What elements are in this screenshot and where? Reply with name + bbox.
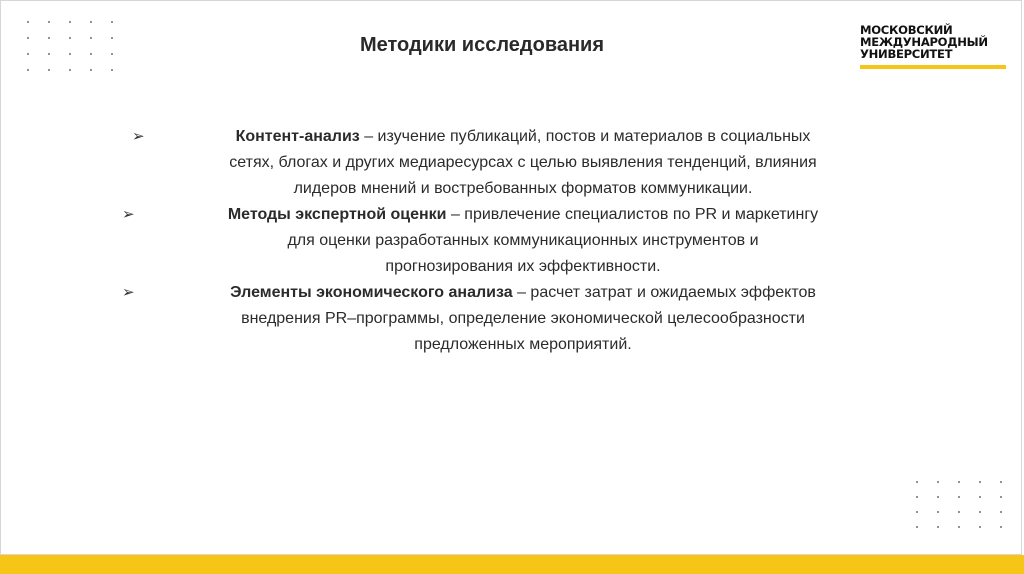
methods-list [122, 124, 918, 358]
item-line: лидеров мнений и востребованных форматов коммуникации. [293, 180, 753, 197]
item-line [128, 280, 918, 306]
item-line: сетях, блогах и других медиаресурсах с целью выявления тенденций, влияния [229, 154, 817, 171]
logo-underline-bar [860, 65, 1006, 69]
arrow-bullet-icon: ➢ [132, 128, 145, 145]
item-text: – расчет затрат и ожидаемых эффектов [512, 284, 816, 301]
list-item-content-analysis [128, 124, 918, 202]
item-term: Элементы экономического анализа [230, 284, 513, 301]
university-logo [860, 24, 1006, 69]
item-line: предложенных мероприятий. [414, 336, 632, 353]
item-text: – изучение публикаций, постов и материалов в социальных [359, 128, 811, 145]
item-line [128, 124, 918, 150]
item-line: прогнозирования их эффективности. [385, 258, 661, 275]
logo-text-line1: МОСКОВСКИЙ [860, 23, 953, 37]
item-line [128, 202, 918, 228]
list-item-expert-assessment [122, 202, 918, 280]
decorative-dot-grid-top-left [27, 21, 113, 71]
bottom-accent-bar [0, 555, 1024, 574]
item-line: для оценки разработанных коммуникационных инструментов и [287, 232, 759, 249]
item-term: Методы экспертной оценки [227, 206, 447, 223]
item-term: Контент-анализ [235, 128, 360, 145]
list-item-economic-analysis [122, 280, 918, 358]
arrow-bullet-icon: ➢ [122, 284, 135, 301]
arrow-bullet-icon: ➢ [122, 206, 135, 223]
decorative-dot-grid-bottom-right [916, 481, 1002, 528]
item-line: внедрения PR–программы, определение экономической целесообразности [241, 310, 805, 327]
logo-text-line3: УНИВЕРСИТЕТ [860, 47, 953, 61]
logo-text-line2: МЕЖДУНАРОДНЫЙ [860, 35, 988, 49]
item-text: – привлечение специалистов по PR и маркетингу [446, 206, 819, 223]
slide-title: Методики исследования [359, 34, 605, 56]
